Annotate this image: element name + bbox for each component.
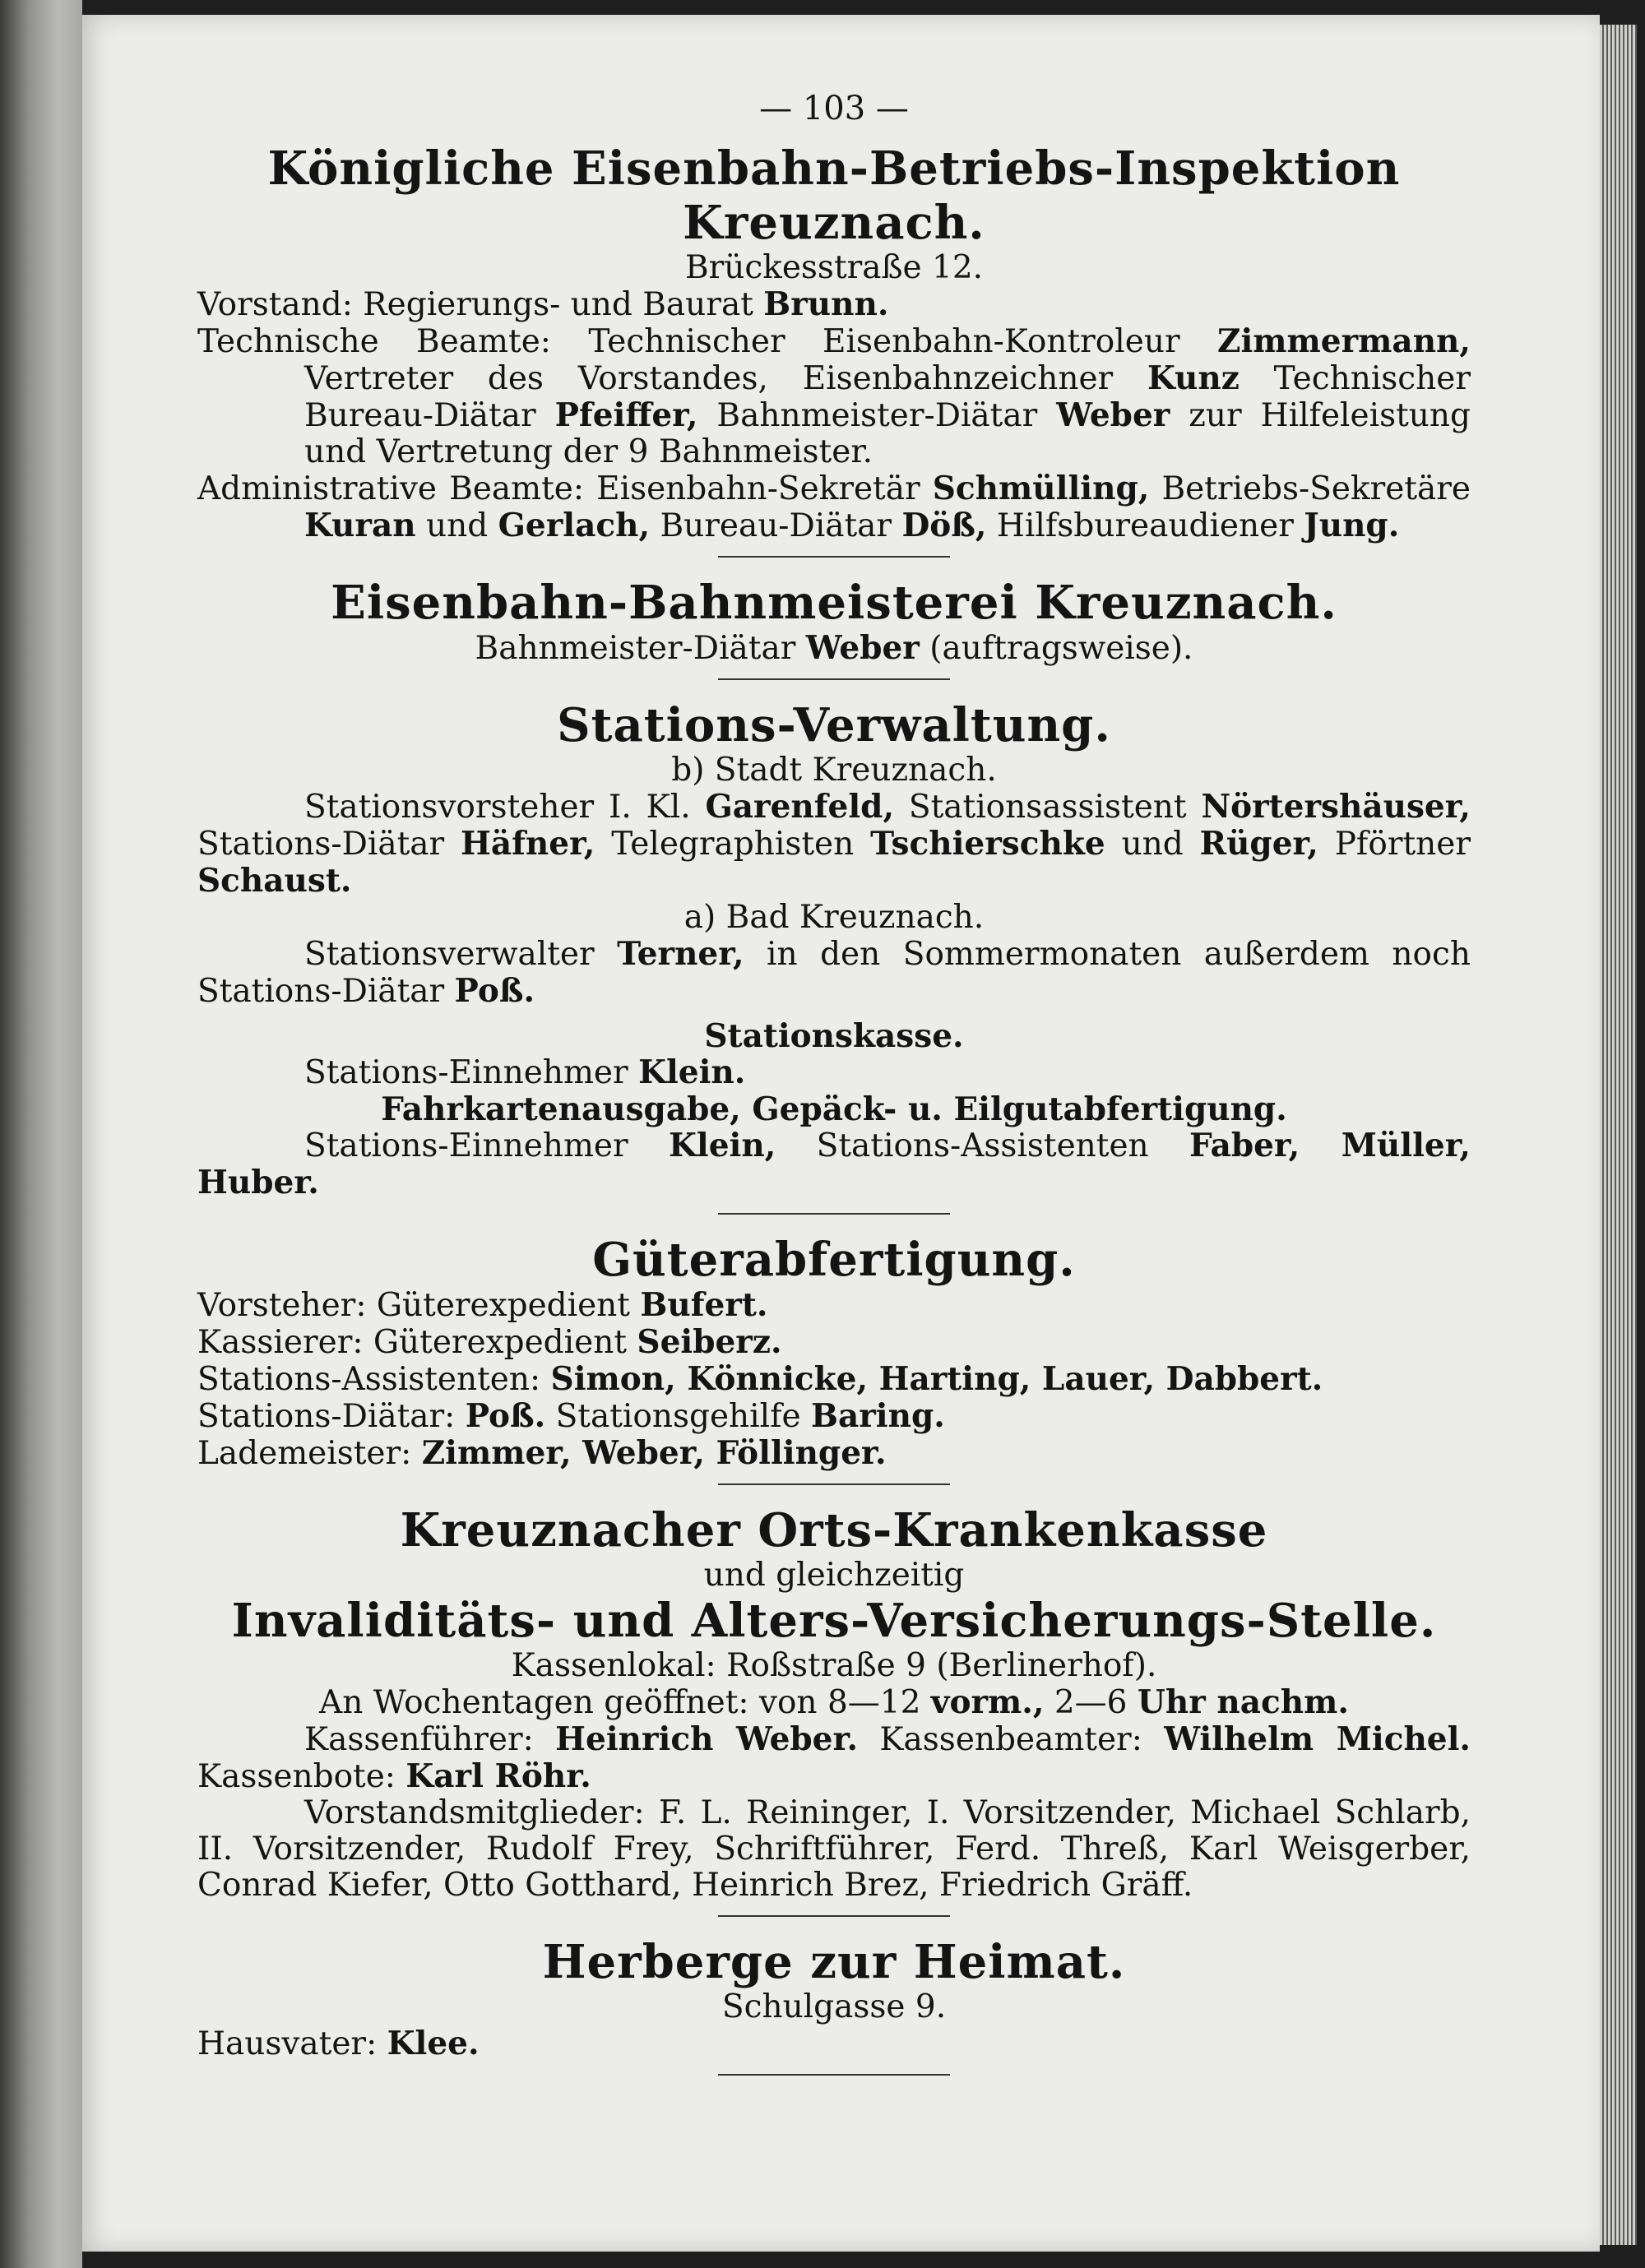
hours-pm: Uhr nachm. xyxy=(1137,1683,1349,1721)
tech-label: Technische Beamte: xyxy=(197,323,551,360)
bad-name-2: Poß. xyxy=(454,972,535,1010)
vorstand-label: Vorstand: xyxy=(197,286,353,323)
stadt-name-1: Garenfeld, xyxy=(705,788,895,826)
hours-text-2: 2—6 xyxy=(1054,1684,1128,1721)
tech-text-1: Technischer Eisenbahn-Kontroleur xyxy=(588,323,1180,360)
section-divider xyxy=(718,1213,950,1215)
board-members: Vorstandsmitglieder: F. L. Reininger, I. Vorsitzender, Michael Schlarb, II. Vorsitzender, Rudolf Frey, Schriftführer, Ferd. Threß, Karl Weisgerber, Conrad Kiefer, Otto Gotthard, Heinrich Brez, Friedrich Gräff. xyxy=(197,1794,1471,1904)
gueter-name: Baring. xyxy=(811,1397,945,1435)
section-divider xyxy=(718,1483,950,1485)
gueter-row-diaetar xyxy=(197,1398,1471,1435)
inspektion-technical-staff xyxy=(197,323,1471,470)
gueter-row-lademeister xyxy=(197,1435,1471,1472)
admin-text-4: Bureau-Diätar xyxy=(660,507,892,544)
tech-name-4: Weber xyxy=(1056,396,1170,434)
hausvater-label: Hausvater: xyxy=(197,2025,378,2062)
gueter-label: Vorsteher: xyxy=(197,1287,367,1324)
hours-text-1: An Wochentagen geöffnet: von 8—12 xyxy=(319,1684,921,1721)
section-title-gueterabfertigung: Güterabfertigung. xyxy=(592,1233,1076,1287)
section-divider xyxy=(718,678,950,680)
tech-name-1: Zimmermann, xyxy=(1216,322,1471,360)
stadt-text-1: Stationsvorsteher I. Kl. xyxy=(304,789,691,826)
staff-text-2: Kassenbeamter: xyxy=(879,1721,1142,1758)
fahr-text-2: Stations-Assistenten xyxy=(816,1127,1149,1164)
kasse-staff xyxy=(197,1721,1471,1795)
admin-text-1: Eisenbahn-Sekretär xyxy=(596,470,920,507)
section-title-herberge: Herberge zur Heimat. xyxy=(542,1935,1126,1989)
staff-name-1: Heinrich Weber. xyxy=(555,1720,859,1758)
admin-label: Administrative Beamte: xyxy=(197,470,584,507)
gueter-name: Simon, Könnicke, Harting, Lauer, Dabbert. xyxy=(550,1360,1323,1398)
fahr-text-1: Stations-Einnehmer xyxy=(304,1127,628,1164)
tech-text-3: Technischer Bureau-Diätar xyxy=(304,360,1471,434)
admin-name-3: Gerlach, xyxy=(498,507,651,544)
stationskasse-heading: Stationskasse. xyxy=(704,1017,964,1055)
stadt-name-2: Nörtershäuser, xyxy=(1201,788,1471,826)
bad-kreuznach-staff xyxy=(197,936,1471,1010)
kasse-name-1: Klein. xyxy=(638,1053,746,1091)
opening-hours xyxy=(197,1684,1471,1721)
bahnmeisterei-line xyxy=(197,630,1471,667)
gueter-row-vorsteher xyxy=(197,1287,1471,1324)
tech-name-3: Pfeiffer, xyxy=(554,396,698,434)
stadt-name-4: Tschierschke xyxy=(870,825,1105,863)
gueter-row-kassierer xyxy=(197,1324,1471,1361)
section-title-bahnmeisterei: Eisenbahn-Bahnmeisterei Kreuznach. xyxy=(331,576,1337,630)
bahnmeisterei-text-1: Bahnmeister-Diätar xyxy=(475,630,796,667)
admin-name-2: Kuran xyxy=(304,507,416,544)
gueter-text: Stationsgehilfe xyxy=(555,1398,801,1435)
tech-name-2: Kunz xyxy=(1147,359,1240,397)
stadt-text-2: Stationsassistent xyxy=(908,789,1187,826)
gueter-name: Seiberz. xyxy=(637,1323,782,1361)
section-divider xyxy=(718,2074,950,2076)
facing-page-edge xyxy=(0,0,82,2268)
section-title-versicherung: Invaliditäts- und Alters-Versicherungs-Stelle. xyxy=(231,1594,1437,1648)
fahr-name-2: Faber, Müller, Huber. xyxy=(197,1127,1471,1201)
gueter-label: Stations-Diätar: xyxy=(197,1398,456,1435)
section-title-krankenkasse: Kreuznacher Orts-Krankenkasse xyxy=(400,1503,1268,1558)
stadt-text-4: Telegraphisten xyxy=(611,826,855,863)
stationskasse-staff xyxy=(197,1054,1471,1091)
admin-name-4: Döß, xyxy=(901,507,987,544)
tech-text-2: Vertreter des Vorstandes, Eisenbahnzeichner xyxy=(304,360,1114,397)
section-title-stationsverwaltung: Stations-Verwaltung. xyxy=(557,698,1111,752)
kasse-text-1: Stations-Einnehmer xyxy=(304,1054,628,1091)
gueter-label: Stations-Assistenten: xyxy=(197,1361,541,1398)
gueter-label: Kassierer: xyxy=(197,1324,364,1361)
page-content xyxy=(197,90,1471,2094)
kassenlokal-line xyxy=(197,1648,1471,1684)
hours-am: vorm., xyxy=(930,1683,1045,1721)
stadt-kreuznach-heading: b) Stadt Kreuznach. xyxy=(671,752,997,789)
bad-kreuznach-heading: a) Bad Kreuznach. xyxy=(683,899,985,936)
tech-text-4: Bahnmeister-Diätar xyxy=(716,397,1038,434)
admin-text-5: Hilfsbureaudiener xyxy=(996,507,1294,544)
bahnmeisterei-text-2: (auftragsweise). xyxy=(929,630,1193,667)
bad-text-1: Stationsverwalter xyxy=(304,936,595,973)
stadt-text-5: und xyxy=(1121,826,1184,863)
section-title-inspektion: Königliche Eisenbahn-Betriebs-Inspektion Kreuznach. xyxy=(267,141,1401,250)
inspektion-address: Brückesstraße 12. xyxy=(684,249,984,286)
inspektion-admin-staff xyxy=(197,470,1471,544)
stadt-name-6: Schaust. xyxy=(197,862,352,900)
vorstand-text: Regierungs- und Baurat xyxy=(363,286,753,323)
section-divider xyxy=(718,1915,950,1917)
staff-name-2: Wilhelm Michel. xyxy=(1164,1720,1471,1758)
staff-text-1: Kassenführer: xyxy=(304,1721,534,1758)
gueter-name: Poß. xyxy=(465,1397,546,1435)
section-divider xyxy=(718,556,950,558)
gueter-text: Güterexpedient xyxy=(373,1324,627,1361)
admin-name-1: Schmülling, xyxy=(932,470,1150,507)
fahr-name-1: Klein, xyxy=(669,1127,776,1164)
fahrkarten-staff xyxy=(197,1127,1471,1201)
vorstand-name: Brunn. xyxy=(763,285,889,323)
gueter-label: Lademeister: xyxy=(197,1435,412,1472)
stadt-kreuznach-staff xyxy=(197,789,1471,900)
bahnmeisterei-name: Weber xyxy=(805,629,920,667)
admin-text-2: Betriebs-Sekretäre xyxy=(1161,470,1471,507)
gueter-name: Bufert. xyxy=(640,1286,768,1324)
hausvater-name: Klee. xyxy=(387,2025,480,2062)
bad-text-2: in den Sommermonaten außerdem noch Stations-Diätar xyxy=(197,936,1471,1010)
gueter-row-assistenten xyxy=(197,1361,1471,1398)
herberge-hausvater xyxy=(197,2025,1471,2062)
kassenlokal-label: Kassenlokal: xyxy=(511,1647,716,1684)
gueter-text: Güterexpedient xyxy=(376,1287,630,1324)
staff-text-3: Kassenbote: xyxy=(197,1758,396,1795)
stadt-text-3: Stations-Diätar xyxy=(197,826,445,863)
bad-name-1: Terner, xyxy=(617,935,744,973)
kassenlokal-text: Roßstraße 9 (Berlinerhof). xyxy=(726,1647,1157,1684)
page-number: — 103 — xyxy=(759,90,909,127)
fahrkarten-heading: Fahrkartenausgabe, Gepäck- u. Eilgutabfertigung. xyxy=(381,1090,1287,1128)
tech-text-5: zur Hilfeleistung und Vertretung der 9 Bahnmeister. xyxy=(304,397,1471,470)
krankenkasse-subtitle: und gleichzeitig xyxy=(703,1557,965,1594)
stadt-name-3: Häfner, xyxy=(461,825,595,863)
admin-text-3: und xyxy=(425,507,489,544)
gueter-name: Zimmer, Weber, Föllinger. xyxy=(421,1434,887,1472)
herberge-address: Schulgasse 9. xyxy=(721,1988,947,2025)
inspektion-vorstand xyxy=(197,286,1471,323)
stadt-text-6: Pförtner xyxy=(1334,826,1471,863)
staff-name-3: Karl Röhr. xyxy=(405,1757,591,1795)
stadt-name-5: Rüger, xyxy=(1199,825,1318,863)
admin-name-5: Jung. xyxy=(1304,507,1400,544)
